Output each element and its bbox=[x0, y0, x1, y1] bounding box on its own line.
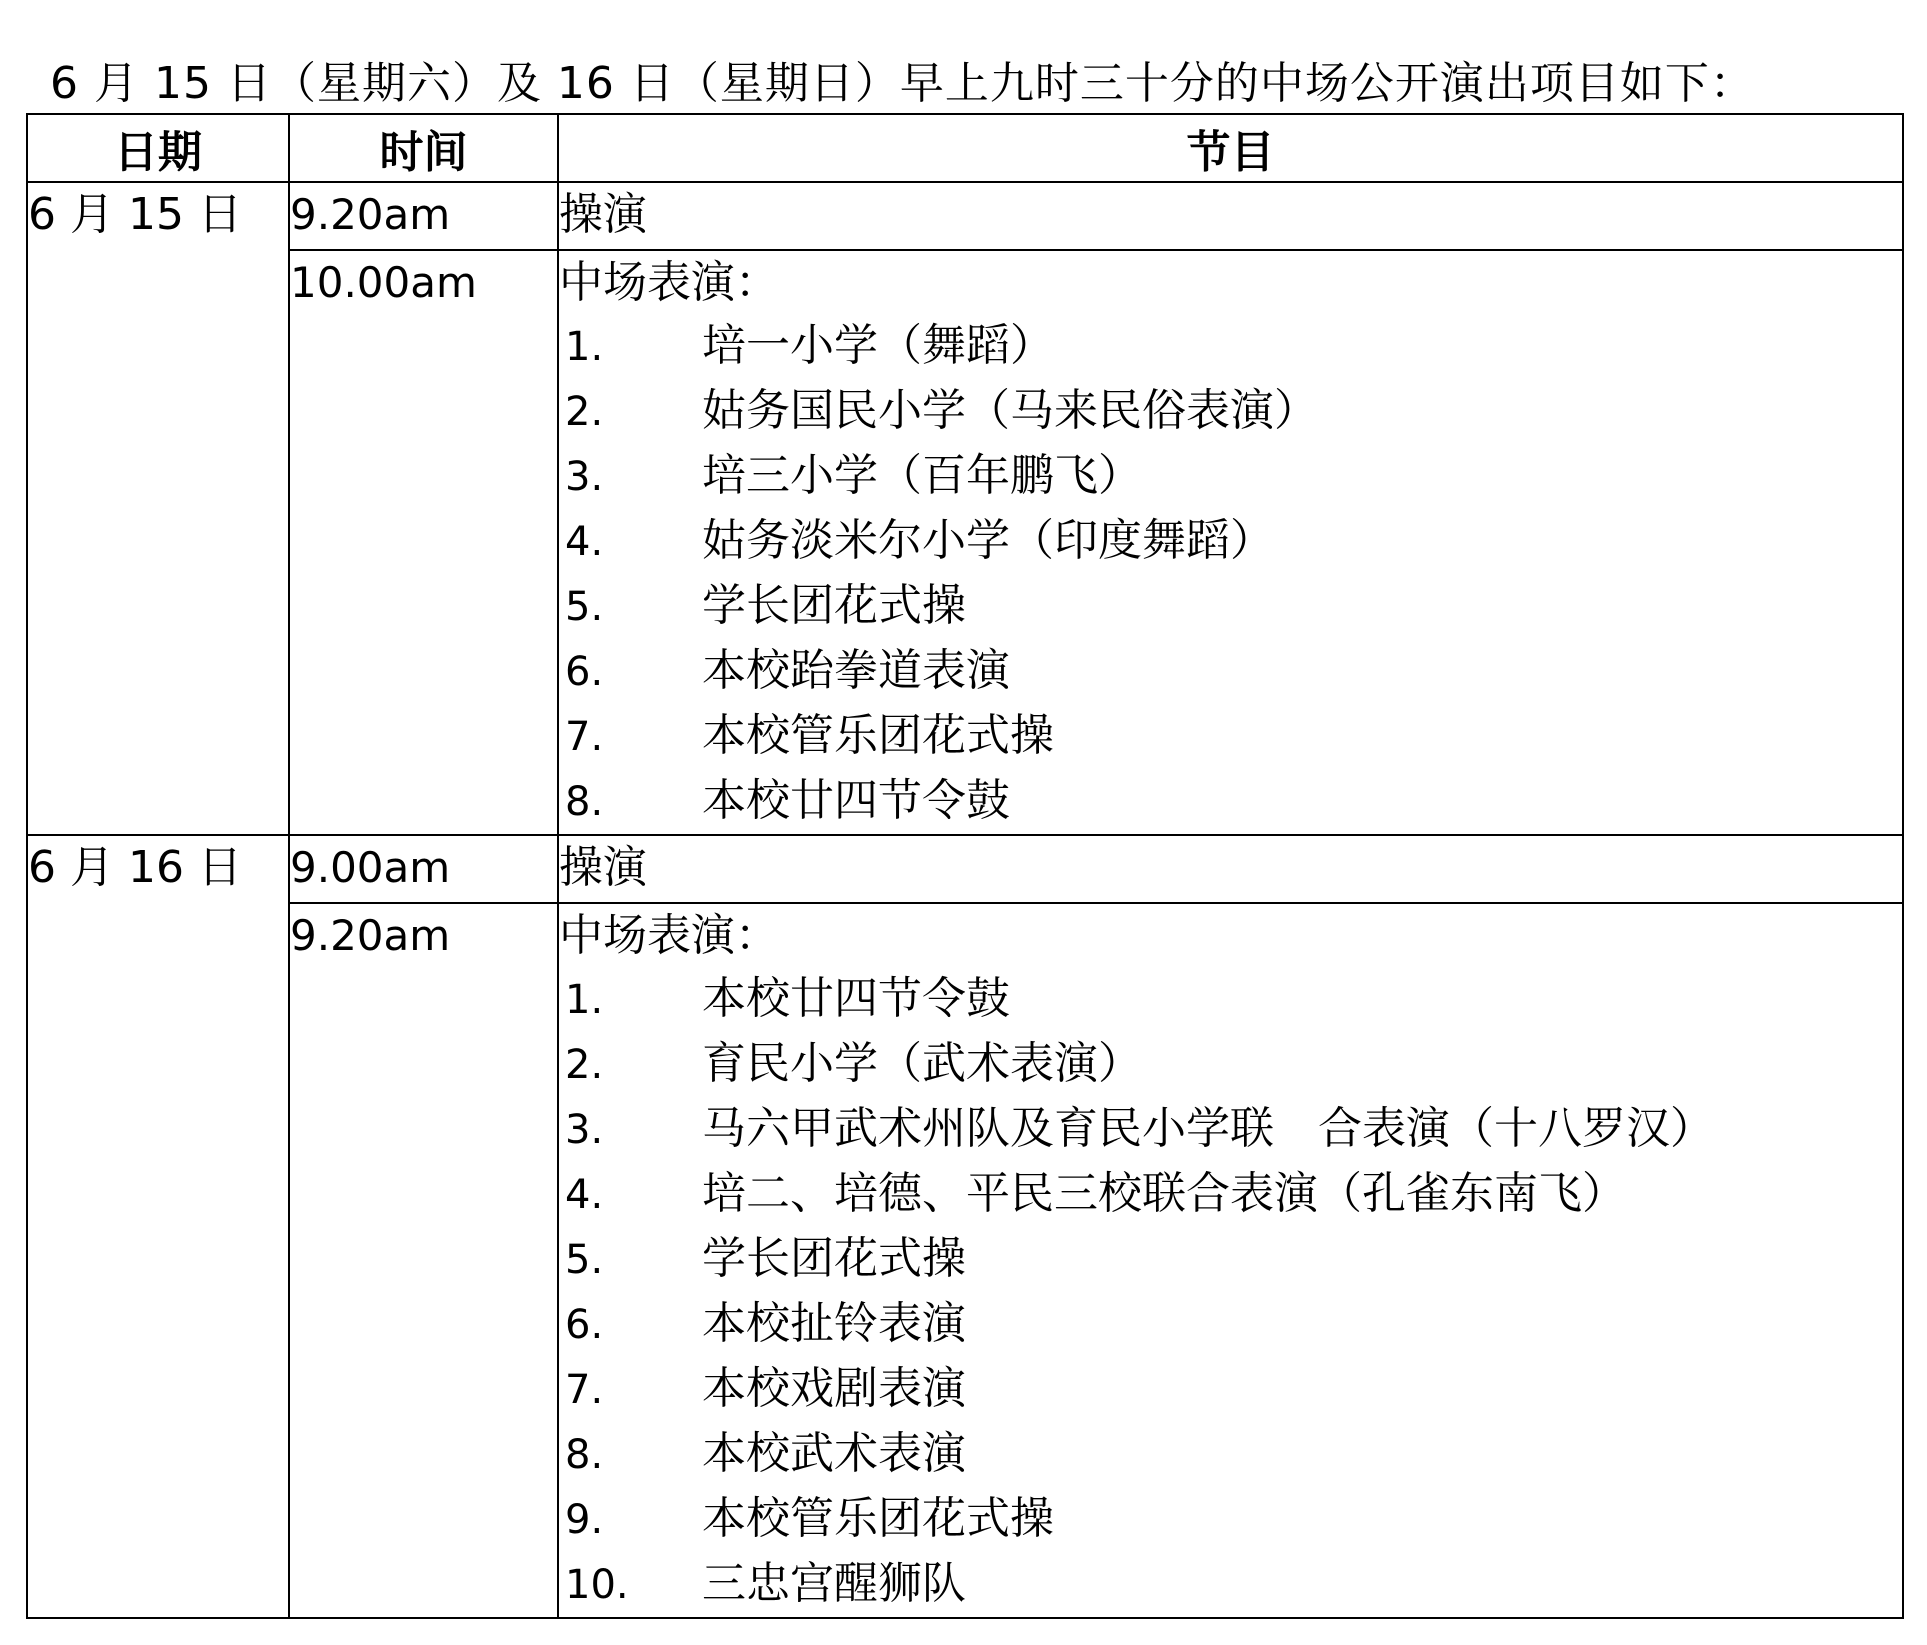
item-text: 本校管乐团花式操 bbox=[702, 1493, 1054, 1544]
date-cell-day1: 6 月 15 日 bbox=[27, 182, 289, 835]
item-text: 本校扯铃表演 bbox=[702, 1298, 966, 1349]
table-row bbox=[27, 182, 1903, 250]
item-number: 3. bbox=[565, 454, 604, 500]
table-row bbox=[27, 835, 1903, 903]
list-item bbox=[559, 1357, 1902, 1422]
page-title: 6 月 15 日（星期六）及 16 日（星期日）早上九时三十分的中场公开演出项目如下： bbox=[50, 58, 1755, 109]
date-cell-day2: 6 月 16 日 bbox=[27, 835, 289, 1618]
header-date: 日期 bbox=[27, 114, 289, 182]
item-number: 10. bbox=[565, 1562, 629, 1608]
item-text: 本校戏剧表演 bbox=[702, 1363, 966, 1414]
item-number: 4. bbox=[565, 1172, 604, 1218]
table-row bbox=[27, 903, 1903, 1618]
list-item bbox=[559, 1227, 1902, 1292]
list-item bbox=[559, 769, 1902, 834]
item-text: 三忠宫醒狮队 bbox=[702, 1558, 966, 1609]
list-item bbox=[559, 639, 1902, 704]
header-program: 节目 bbox=[558, 114, 1903, 182]
item-number: 2. bbox=[565, 1042, 604, 1088]
item-number: 2. bbox=[565, 389, 604, 435]
item-text: 学长团花式操 bbox=[702, 580, 966, 631]
list-item bbox=[559, 1422, 1902, 1487]
list-item bbox=[559, 444, 1902, 509]
item-text: 本校跆拳道表演 bbox=[702, 645, 1010, 696]
program-heading: 中场表演： bbox=[559, 257, 779, 308]
item-number: 6. bbox=[565, 1302, 604, 1348]
item-number: 5. bbox=[565, 584, 604, 630]
item-number: 5. bbox=[565, 1237, 604, 1283]
list-item bbox=[559, 574, 1902, 639]
list-item bbox=[559, 1162, 1902, 1227]
item-text: 姑务国民小学（马来民俗表演） bbox=[702, 385, 1318, 436]
table-row bbox=[27, 250, 1903, 835]
list-item bbox=[559, 1097, 1902, 1162]
program-cell: 操演 bbox=[558, 835, 1903, 903]
list-item bbox=[559, 1292, 1902, 1357]
item-text: 学长团花式操 bbox=[702, 1233, 966, 1284]
item-text: 本校廿四节令鼓 bbox=[702, 973, 1010, 1024]
item-number: 3. bbox=[565, 1107, 604, 1153]
item-number: 1. bbox=[565, 977, 604, 1023]
item-text: 本校管乐团花式操 bbox=[702, 710, 1054, 761]
time-cell: 9.00am bbox=[289, 835, 558, 903]
program-cell: 操演 bbox=[558, 182, 1903, 250]
item-text: 马六甲武术州队及育民小学联 合表演（十八罗汉） bbox=[702, 1103, 1714, 1154]
item-text: 培三小学（百年鹏飞） bbox=[702, 450, 1142, 501]
item-text: 本校武术表演 bbox=[702, 1428, 966, 1479]
program-list-cell bbox=[558, 250, 1903, 835]
item-text: 育民小学（武术表演） bbox=[702, 1038, 1142, 1089]
header-time: 时间 bbox=[289, 114, 558, 182]
list-item bbox=[559, 1032, 1902, 1097]
list-item bbox=[559, 1487, 1902, 1552]
item-text: 姑务淡米尔小学（印度舞蹈） bbox=[702, 515, 1274, 566]
list-item bbox=[559, 1552, 1902, 1617]
item-number: 7. bbox=[565, 1367, 604, 1413]
item-number: 8. bbox=[565, 1432, 604, 1478]
list-item bbox=[559, 379, 1902, 444]
item-number: 7. bbox=[565, 714, 604, 760]
time-cell: 9.20am bbox=[289, 903, 558, 1618]
item-text: 本校廿四节令鼓 bbox=[702, 775, 1010, 826]
item-number: 6. bbox=[565, 649, 604, 695]
program-list-cell bbox=[558, 903, 1903, 1618]
item-number: 1. bbox=[565, 324, 604, 370]
list-item bbox=[559, 314, 1902, 379]
item-number: 4. bbox=[565, 519, 604, 565]
program-heading: 中场表演： bbox=[559, 910, 779, 961]
list-item bbox=[559, 509, 1902, 574]
item-text: 培二、培德、平民三校联合表演（孔雀东南飞） bbox=[702, 1168, 1626, 1219]
list-item bbox=[559, 704, 1902, 769]
item-number: 8. bbox=[565, 779, 604, 825]
item-text: 培一小学（舞蹈） bbox=[702, 320, 1054, 371]
time-cell: 10.00am bbox=[289, 250, 558, 835]
time-cell: 9.20am bbox=[289, 182, 558, 250]
schedule-table bbox=[26, 113, 1904, 1619]
header-row bbox=[27, 114, 1903, 182]
item-number: 9. bbox=[565, 1497, 604, 1543]
list-item bbox=[559, 967, 1902, 1032]
